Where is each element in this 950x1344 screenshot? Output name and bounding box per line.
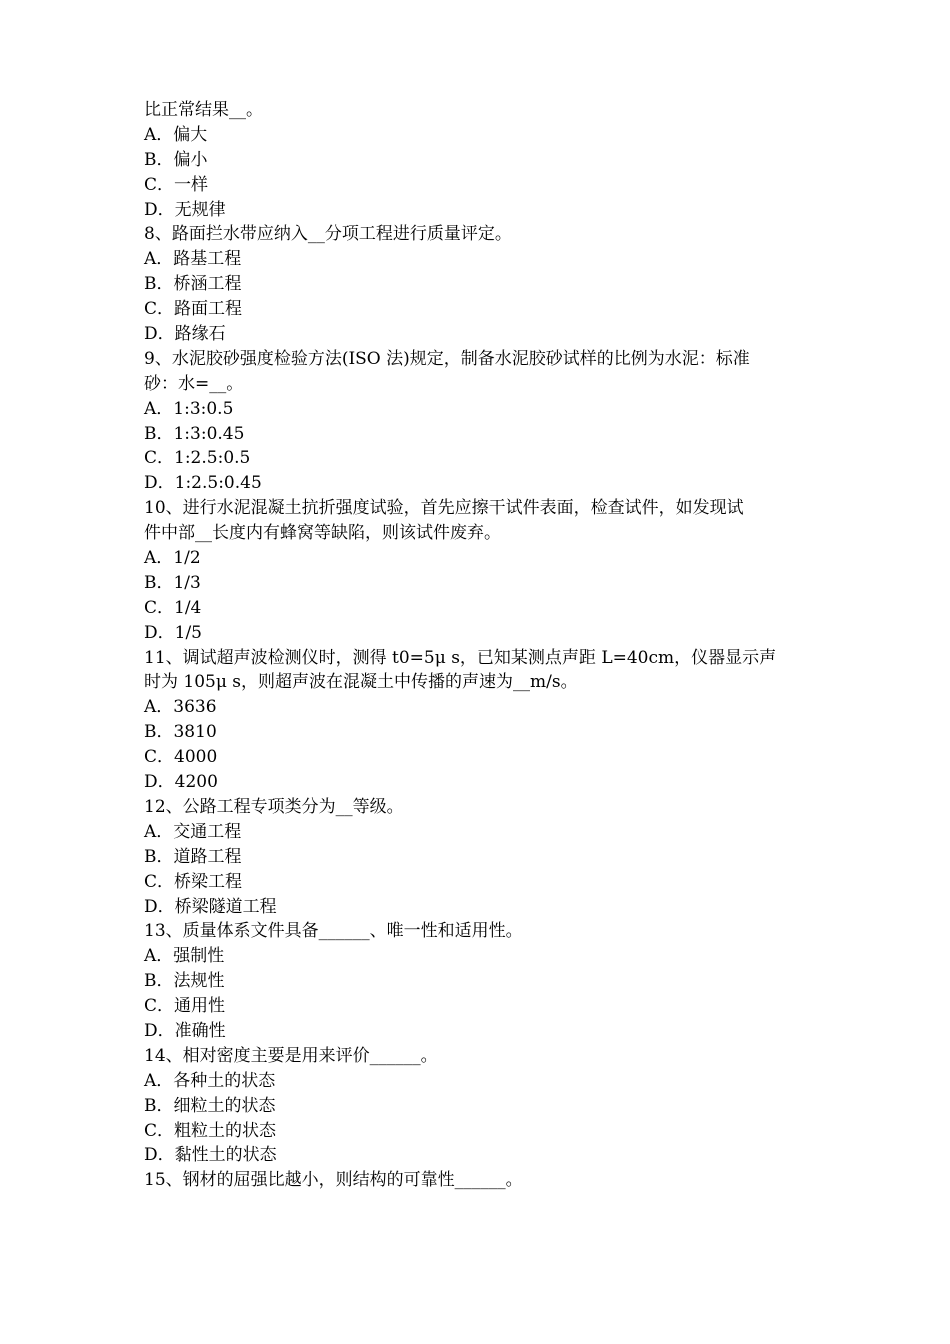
question-9-option-c: C．1:2.5:0.5 [144,448,251,469]
question-12-option-d: D．桥梁隧道工程 [144,896,277,917]
question-10-option-d: D．1/5 [144,622,202,643]
question-8-stem: 8、路面拦水带应纳入__分项工程进行质量评定。 [144,224,512,245]
question-13-option-c: C．通用性 [144,996,226,1017]
question-11-option-d: D．4200 [144,772,218,793]
question-9-option-b: B．1:3:0.45 [144,423,245,444]
question-14-option-d: D．黏性土的状态 [144,1145,277,1166]
question-14-option-a: A．各种土的状态 [144,1070,276,1091]
question-9-option-d: D．1:2.5:0.45 [144,473,262,494]
question-11-stem-line-1: 11、调试超声波检测仪时，测得 t0=5μ s，已知某测点声距 L=40cm，仪器显示声 [144,647,777,668]
question-12-option-c: C．桥梁工程 [144,871,243,892]
question-11-option-c: C．4000 [144,747,218,768]
question-7-option-a: A．偏大 [144,124,208,145]
question-11-option-b: B．3810 [144,722,217,743]
question-7-stem-cont: 比正常结果__。 [144,100,263,120]
question-9-stem-line-1: 9、水泥胶砂强度检验方法(ISO 法)规定，制备水泥胶砂试样的比例为水泥：标准 [144,348,750,369]
question-9-option-a: A．1:3:0.5 [144,398,234,419]
question-10-stem-line-2: 件中部__长度内有蜂窝等缺陷，则该试件废弃。 [144,523,501,544]
question-8-option-b: B．桥涵工程 [144,274,242,295]
question-15-stem: 15、钢材的屈强比越小，则结构的可靠性______。 [144,1170,523,1191]
question-14-option-b: B．细粒土的状态 [144,1095,276,1116]
question-11-option-a: A．3636 [144,697,217,718]
question-10-option-c: C．1/4 [144,597,202,618]
question-12-option-b: B．道路工程 [144,846,242,867]
question-13-stem: 13、质量体系文件具备______、唯一性和适用性。 [144,921,523,942]
question-12-option-a: A．交通工程 [144,821,242,842]
question-10-stem-line-1: 10、进行水泥混凝土抗折强度试验，首先应擦干试件表面，检查试件，如发现试 [144,498,744,519]
question-13-option-a: A．强制性 [144,946,225,967]
question-13-option-b: B．法规性 [144,971,225,992]
question-13-option-d: D．准确性 [144,1020,226,1041]
question-10-option-a: A．1/2 [144,548,201,569]
question-14-option-c: C．粗粒土的状态 [144,1120,277,1141]
question-8-option-a: A．路基工程 [144,249,242,270]
question-10-option-b: B．1/3 [144,572,201,593]
document-page [144,98,824,1193]
question-11-stem-line-2: 时为 105μ s，则超声波在混凝土中传播的声速为__m/s。 [144,672,578,693]
question-8-option-c: C．路面工程 [144,299,243,320]
question-9-stem-line-2: 砂：水=__。 [144,373,244,394]
question-8-option-d: D．路缘石 [144,324,226,345]
question-7-option-c: C．一样 [144,174,209,195]
question-12-stem: 12、公路工程专项类分为__等级。 [144,796,404,817]
question-7-option-d: D．无规律 [144,199,226,220]
question-7-option-b: B．偏小 [144,149,208,170]
question-14-stem: 14、相对密度主要是用来评价______。 [144,1045,438,1066]
